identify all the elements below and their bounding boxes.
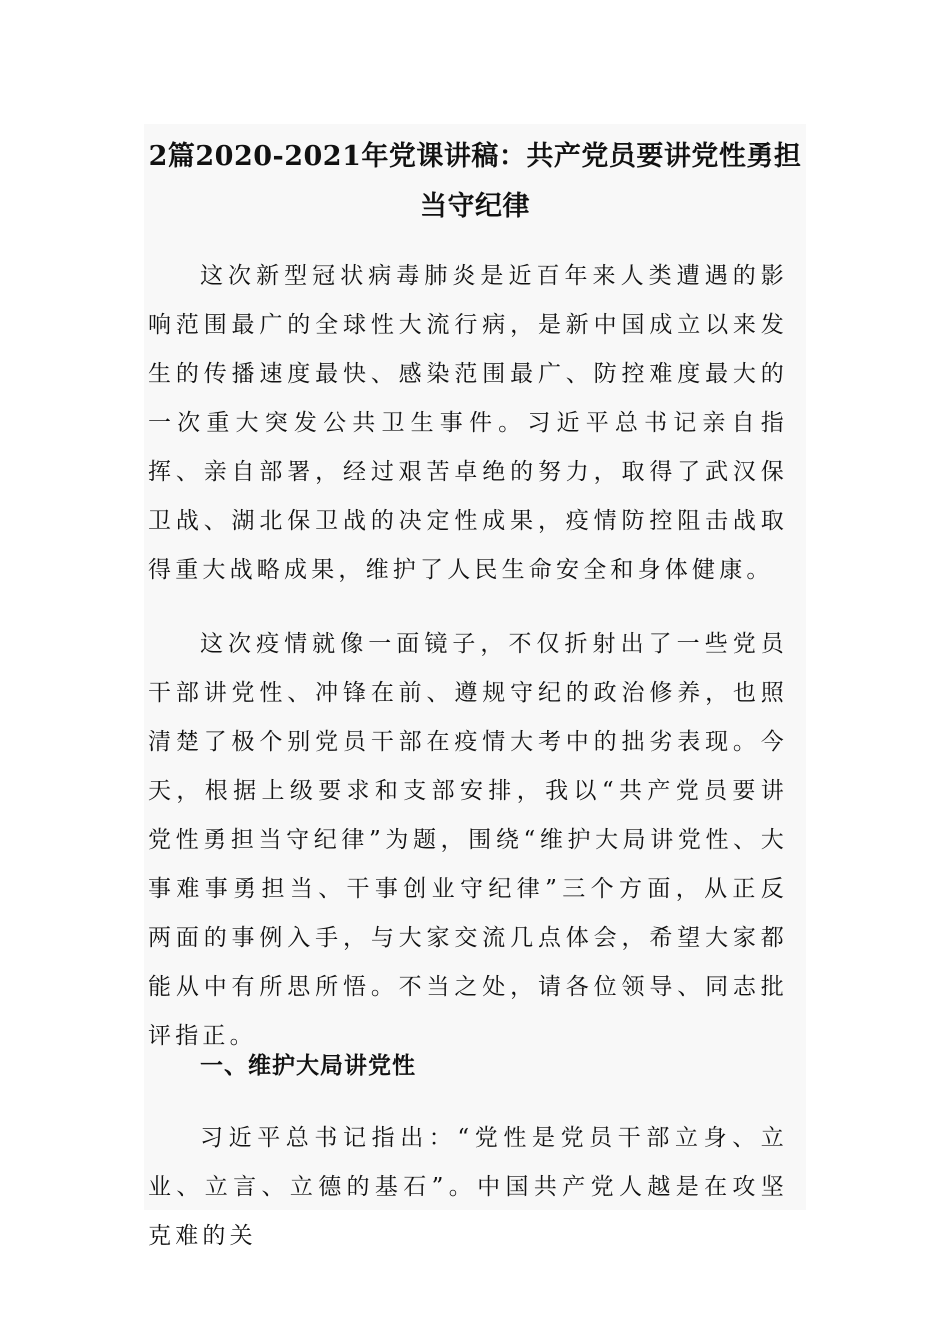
section-heading: 一、维护大局讲党性 xyxy=(200,1052,416,1079)
body-paragraph-2: 这次疫情就像一面镜子，不仅折射出了一些党员干部讲党性、冲锋在前、遵规守纪的政治修养，也照清楚了极个别党员干部在疫情大考中的拙劣表现。今天，根据上级要求和支部安排，我以“共产党员要讲党性勇担当守纪律”为题，围绕“维护大局讲党性、大事难事勇担当、干事创业守纪律”三个方面，从正反两面的事例入手，与大家交流几点体会，希望大家都能从中有所思所悟。不当之处，请各位领导、同志批评指正。 xyxy=(148,631,788,1049)
document-title: 2篇2020-2021年党课讲稿：共产党员要讲党性勇担当守纪律 xyxy=(148,141,802,222)
body-paragraph-1: 这次新型冠状病毒肺炎是近百年来人类遭遇的影响范围最广的全球性大流行病，是新中国成立以来发生的传播速度最快、感染范围最广、防控难度最大的一次重大突发公共卫生事件。习近平总书记亲自指挥、亲自部署，经过艰苦卓绝的努力，取得了武汉保卫战、湖北保卫战的决定性成果，疫情防控阻击战取得重大战略成果，维护了人民生命安全和身体健康。 xyxy=(148,263,788,583)
section-paragraph: 习近平总书记指出：“党性是党员干部立身、立业、立言、立德的基石”。中国共产党人越是在攻坚克难的关 xyxy=(148,1125,788,1249)
document-page xyxy=(144,124,806,1249)
